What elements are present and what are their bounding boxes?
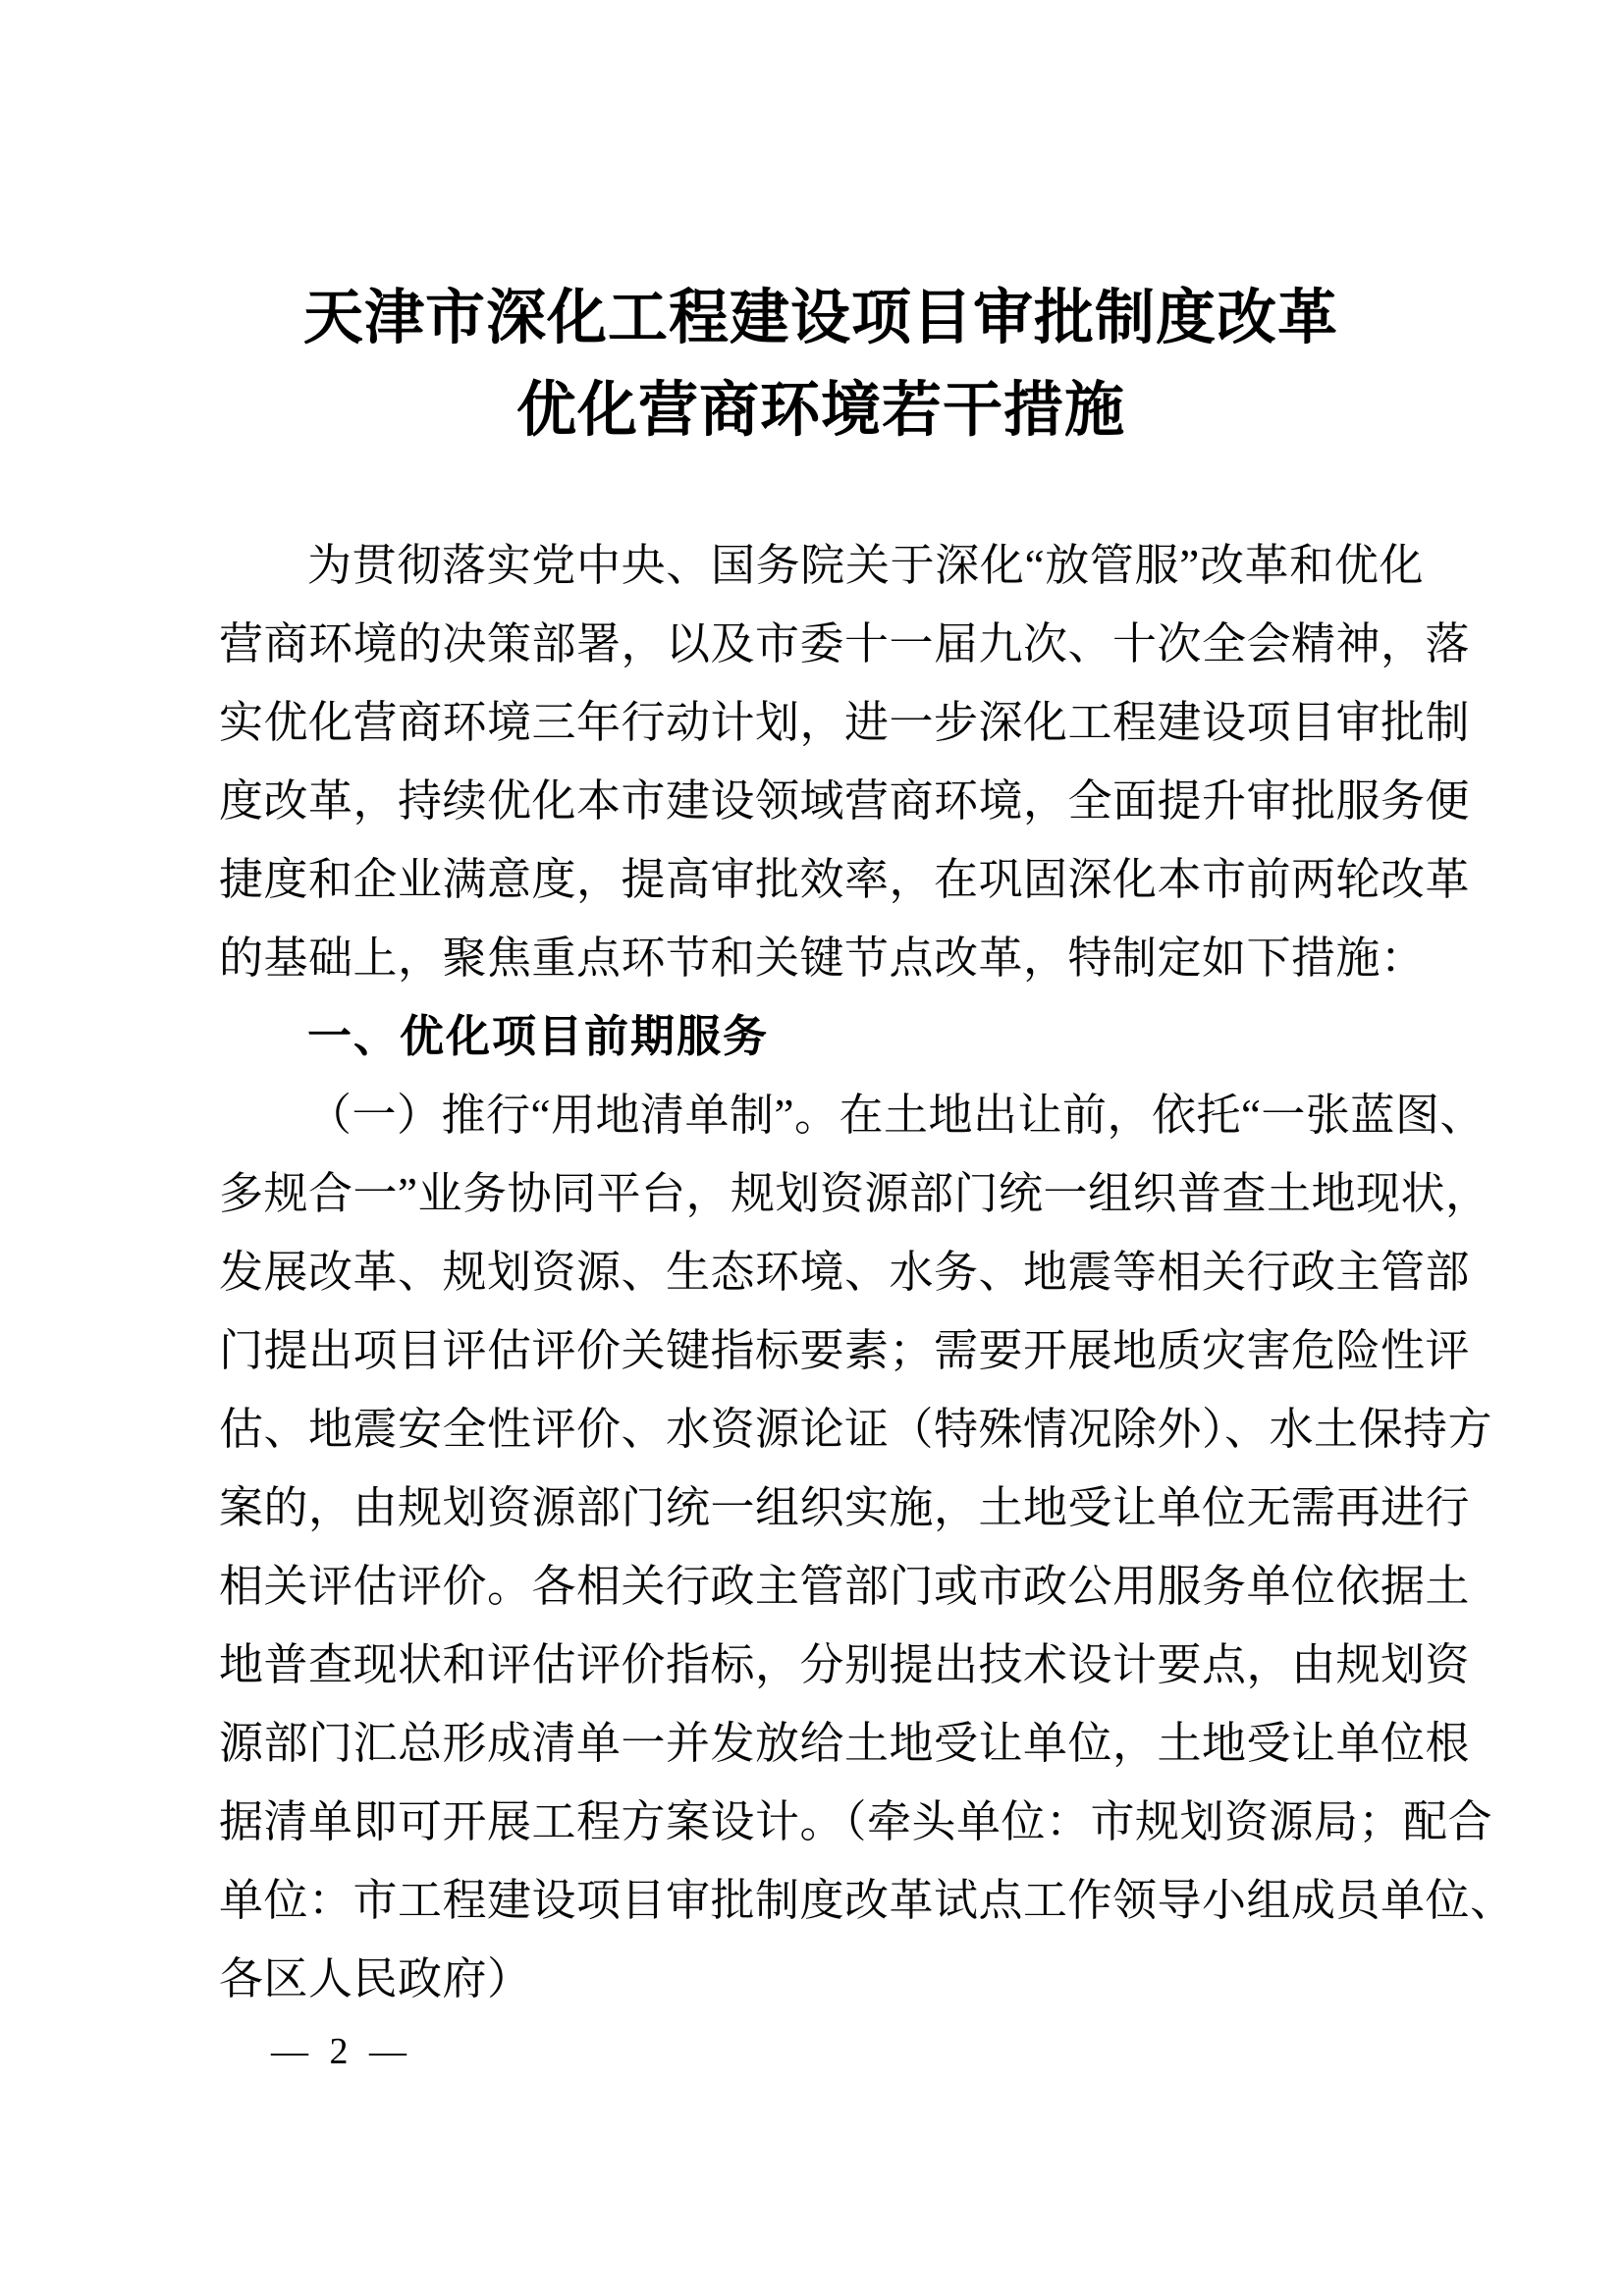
body-line: 源部门汇总形成清单一并发放给土地受让单位，土地受让单位根	[219, 1719, 1471, 1768]
document-title-line-2: 优化营商环境若干措施	[515, 378, 1125, 444]
body-line: 相关评估评价。各相关行政主管部门或市政公用服务单位依据土	[219, 1562, 1471, 1611]
body-line: 度改革，持续优化本市建设领域营商环境，全面提升审批服务便	[219, 776, 1471, 826]
body-line: 各区人民政府）	[219, 1954, 532, 2003]
body-line: 多规合一”业务协同平台，规划资源部门统一组织普查土地现状，	[219, 1169, 1490, 1218]
body-line: 案的，由规划资源部门统一组织实施，土地受让单位无需再进行	[219, 1483, 1471, 1532]
page-number: — 2 —	[271, 2031, 412, 2072]
body-line: 为贯彻落实党中央、国务院关于深化“放管服”改革和优化	[307, 541, 1424, 590]
body-line: 营商环境的决策部署，以及市委十一届九次、十次全会精神，落	[219, 619, 1471, 668]
body-line: 实优化营商环境三年行动计划，进一步深化工程建设项目审批制	[219, 698, 1471, 747]
body-line: 地普查现状和评估评价指标，分别提出技术设计要点，由规划资	[219, 1640, 1471, 1689]
body-line: 单位：市工程建设项目审批制度改革试点工作领导小组成员单位、	[219, 1876, 1515, 1925]
document-body	[219, 526, 1515, 2018]
body-line: 的基础上，聚焦重点环节和关键节点改革，特制定如下措施：	[219, 934, 1426, 983]
document-title-line-1: 天津市深化工程建设项目审批制度改革	[302, 286, 1338, 351]
body-line: 据清单即可开展工程方案设计。（牵头单位：市规划资源局；配合	[219, 1797, 1493, 1846]
body-line: 发展改革、规划资源、生态环境、水务、地震等相关行政主管部	[219, 1248, 1471, 1297]
body-line: 捷度和企业满意度，提高审批效率，在巩固深化本市前两轮改革	[219, 855, 1471, 904]
body-line: 估、地震安全性评价、水资源论证（特殊情况除外）、水土保持方	[219, 1405, 1493, 1454]
body-line: 门提出项目评估评价关键指标要素；需要开展地质灾害危险性评	[219, 1326, 1471, 1375]
section-heading: 一、优化项目前期服务	[307, 1011, 770, 1061]
body-line: （一）推行“用地清单制”。在土地出让前，依托“一张蓝图、	[307, 1091, 1485, 1140]
document-title	[218, 273, 1424, 457]
